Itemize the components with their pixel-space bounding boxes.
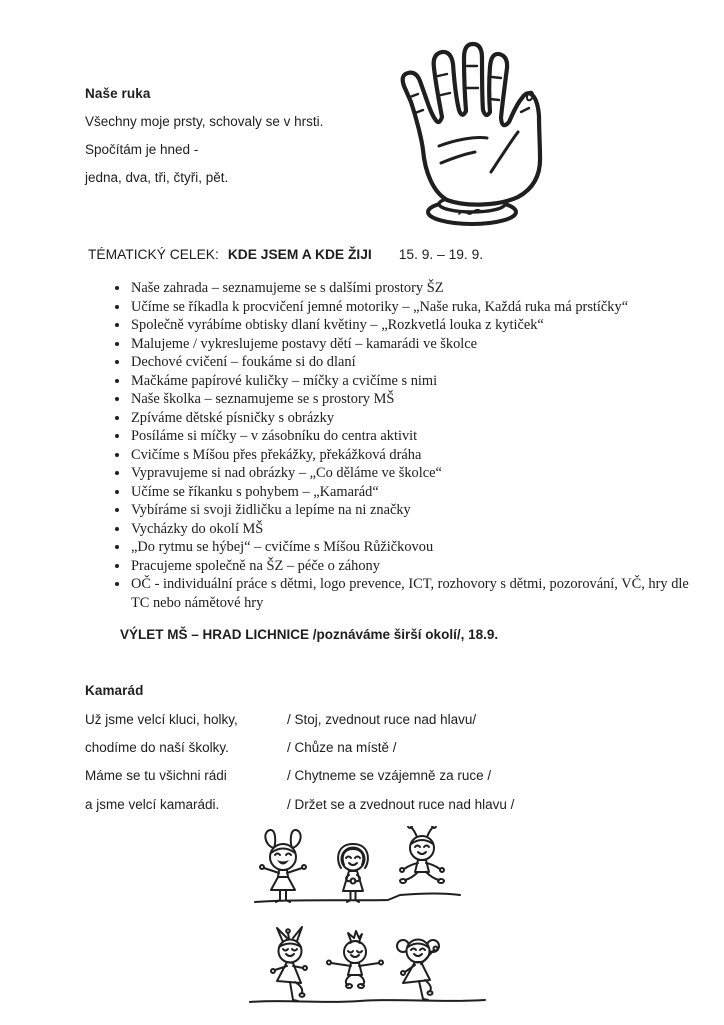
rhyme-verse: chodíme do naší školky. <box>85 740 229 756</box>
activity-item: • Dechové cvičení – foukáme si do dlaní <box>130 353 690 372</box>
activity-item: • „Do rytmu se hýbej“ – cvičíme s Míšou Růžičkovou <box>130 538 690 557</box>
girl-antennae-jumping <box>400 826 444 883</box>
hand-outline <box>403 44 540 205</box>
rhyme-table <box>85 711 514 824</box>
children-row1-icon <box>240 826 480 918</box>
activity-item: • Vypravujeme si nad obrázky – „Co děláme ve školce“ <box>130 464 690 483</box>
activity-item: • OČ - individuální práce s dětmi, logo prevence, ICT, rozhovory s dětmi, pozorování, VČ, hry dle TC nebo námětové hry <box>130 575 690 612</box>
rhyme-row <box>85 796 514 824</box>
rhyme-verse: a jsme velcí kamarádi. <box>85 796 220 812</box>
girl-bunny-ears-dancing <box>271 927 307 1001</box>
activity-item: • Pracujeme společně na ŠZ – péče o záhony <box>130 557 690 576</box>
ground-line <box>250 1000 485 1002</box>
poem-line: Všechny moje prsty, schovaly se v hrsti. <box>85 114 324 129</box>
activity-item: • Posíláme si míčky – v zásobníku do centra aktivit <box>130 427 690 446</box>
rhyme-action: / Chytneme se vzájemně za ruce / <box>287 768 492 784</box>
poem-heading-nase-ruka: Naše ruka <box>85 86 151 101</box>
rhyme-action: / Držet se a zvednout ruce nad hlavu / <box>287 796 515 812</box>
activity-item: • Malujeme / vykreslujeme postavy dětí – kamarádi ve školce <box>130 335 690 354</box>
rhyme-action: / Chůze na místě / <box>287 740 397 756</box>
activity-item: • Vybíráme si svoji židličku a lepíme na ni značky <box>130 501 690 520</box>
rhyme-verse: Máme se tu všichni rádi <box>85 768 227 784</box>
rhyme-verse: Už jsme velcí kluci, holky, <box>85 712 238 727</box>
activity-item: • Naše školka – seznamujeme se s prostory MŠ <box>130 390 690 409</box>
rhyme-row <box>85 711 514 739</box>
theme-title: KDE JSEM A KDE ŽIJI <box>227 247 372 262</box>
activity-item: • Vycházky do okolí MŠ <box>130 520 690 539</box>
activity-item: • Mačkáme papírové kuličky – míčky a cvičíme s nimi <box>130 372 690 391</box>
rhyme-row <box>85 739 514 767</box>
girl-topknot-jumping <box>327 931 383 988</box>
activity-item: • Zpíváme dětské písničky s obrázky <box>130 409 690 428</box>
rhyme-action: / Stoj, zvednout ruce nad hlavu/ <box>287 712 477 727</box>
activity-item: • Cvičíme s Míšou přes překážky, překážková dráha <box>130 446 690 465</box>
activity-item: • Učíme se říkanku s pohybem – „Kamarád“ <box>130 483 690 502</box>
children-drawing-row-2 <box>240 925 495 1020</box>
trip-announcement: VÝLET MŠ – HRAD LICHNICE /poznáváme širší okolí/, 18.9. <box>120 627 499 642</box>
theme-label: TÉMATICKÝ CELEK: <box>88 247 219 262</box>
thematic-unit-line <box>88 247 483 262</box>
hand-icon <box>381 20 558 230</box>
children-drawing-row-1 <box>240 826 480 918</box>
children-row2-icon <box>240 925 495 1020</box>
activity-item: • Učíme se říkadla k procvičení jemné motoriky – „Naše ruka, Každá ruka má prstíčky“ <box>130 298 690 317</box>
poem-line: Spočítám je hned - <box>85 142 199 157</box>
rhyme-heading-kamarad: Kamarád <box>85 683 144 698</box>
hand-drawing-illustration <box>381 20 558 230</box>
girl-puffs-arm-raised <box>397 940 439 1001</box>
poem-line: jedna, dva, tři, čtyři, pět. <box>85 170 229 185</box>
activity-item: • Naše zahrada – seznamujeme se s dalšími prostory ŠZ <box>130 279 690 298</box>
activities-list <box>111 279 690 612</box>
rhyme-row <box>85 767 514 795</box>
theme-dates: 15. 9. – 19. 9. <box>398 247 484 262</box>
girl-pigtails-standing <box>260 830 306 902</box>
activity-item: • Společně vyrábíme obtisky dlaní květiny – „Rozkvetlá louka z kytiček“ <box>130 316 690 335</box>
girl-bob-hands-clasped <box>338 844 368 902</box>
